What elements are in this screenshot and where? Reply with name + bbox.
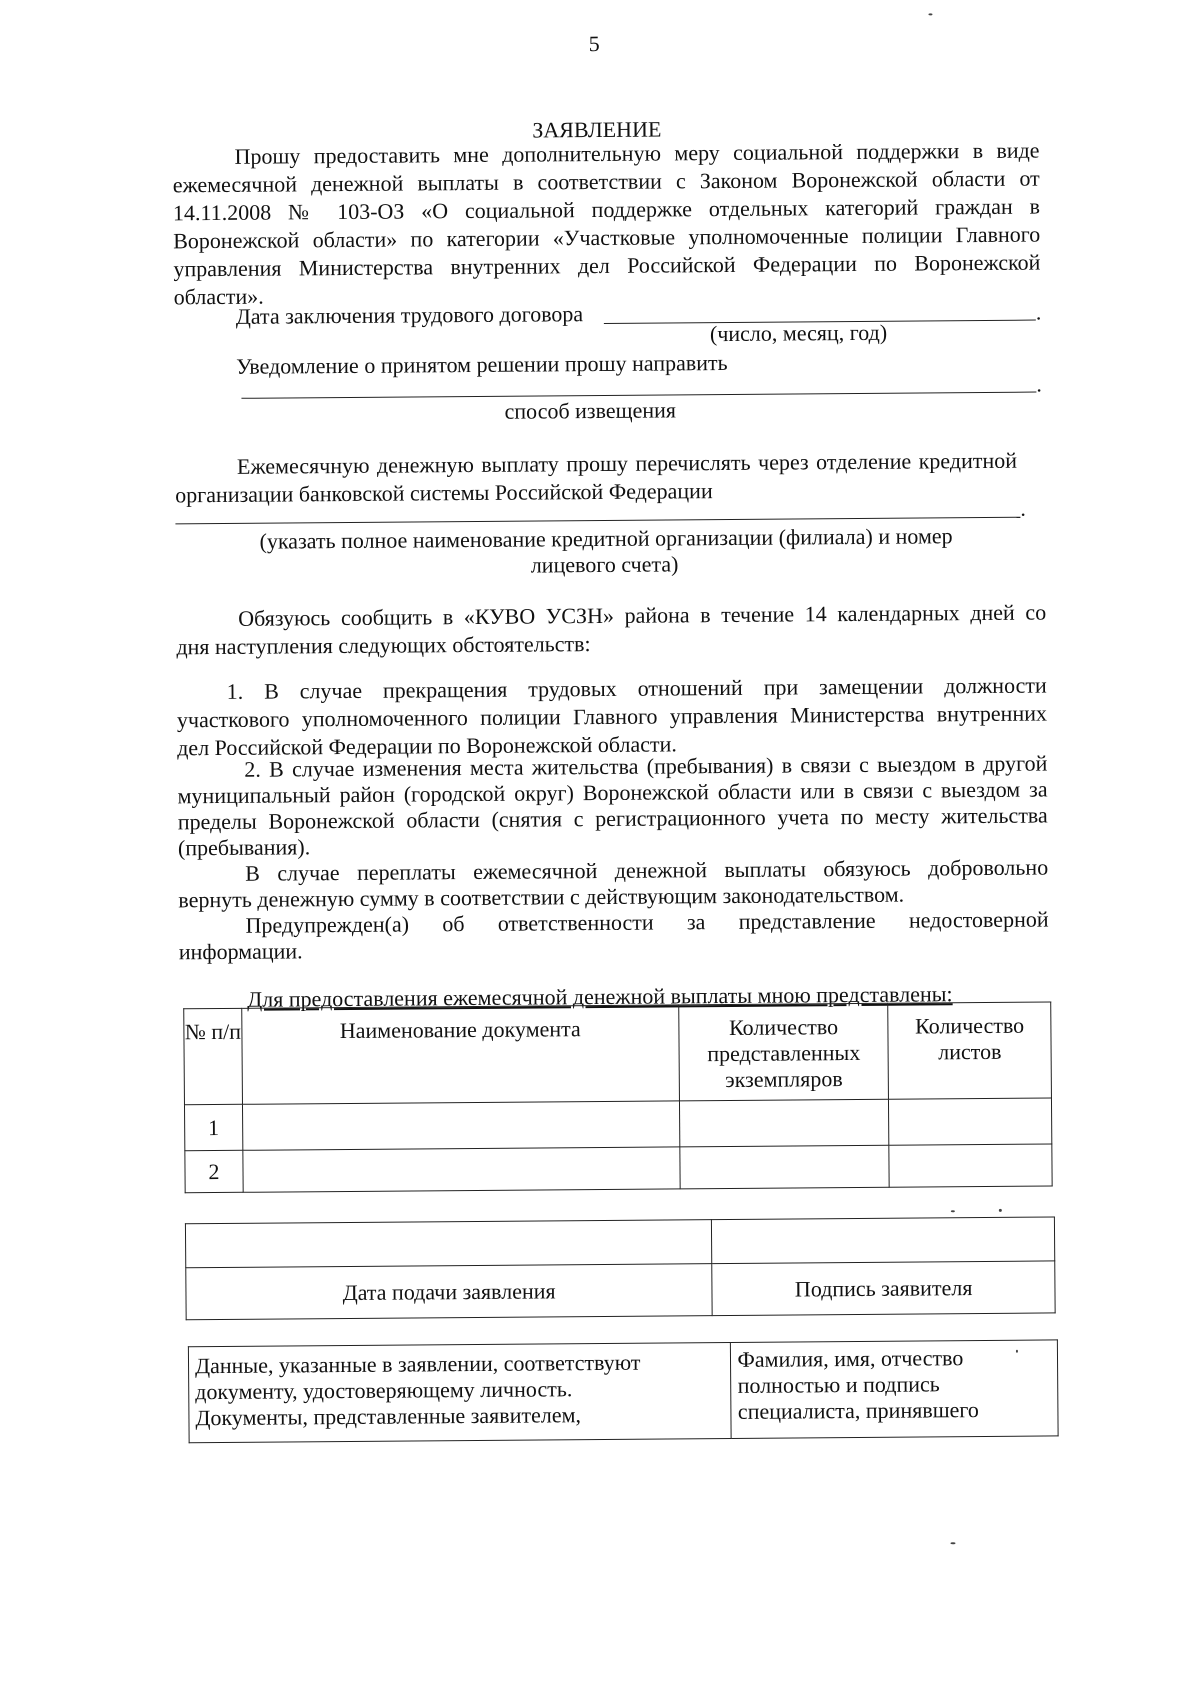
contract-date-label: Дата заключения трудового договора — [235, 301, 584, 329]
page-number: 5 — [588, 30, 600, 57]
verification-text-line: Фамилия, имя, отчество — [737, 1345, 964, 1372]
text-line: дня наступления следующих обстоятельств: — [176, 631, 591, 660]
documents-table — [183, 1001, 1052, 1193]
document-name-cell[interactable] — [242, 1101, 679, 1150]
verification-table — [188, 1339, 1059, 1443]
applicant-signature-label: Подпись заявителя — [712, 1261, 1055, 1316]
text-line: управления Министерства внутренних дел Российской Федерации по Воронежской — [173, 249, 1041, 282]
text-line: информации. — [178, 938, 303, 965]
header-copies: Количество представленных экземпляров — [679, 1003, 889, 1101]
text-line: области». — [173, 283, 264, 310]
docs-caption: Для предоставления ежемесячной денежной выплаты мною представлены: — [247, 981, 953, 1012]
scan-speck — [999, 1209, 1002, 1212]
period-mark: . — [1035, 299, 1042, 325]
signature-table — [185, 1216, 1056, 1320]
contract-date-hint: (число, месяц, год) — [709, 319, 888, 347]
period-mark: . — [1020, 495, 1026, 521]
table-row — [185, 1144, 1052, 1193]
text-line: В случае переплаты ежемесячной денежной выплаты обязуюсь добровольно — [245, 854, 1049, 886]
document-title: ЗАЯВЛЕНИЕ — [532, 116, 662, 143]
text-line: (пребывания). — [177, 834, 311, 861]
text-line: вернуть денежную сумму в соответствии с действующим законодательством. — [178, 881, 905, 913]
scan-speck — [1016, 1350, 1018, 1353]
sheets-cell[interactable] — [889, 1098, 1052, 1145]
scan-speck — [951, 1210, 955, 1212]
text-line: Обязуюсь сообщить в «КУВО УСЗН» района в течение 14 календарных дней со — [238, 599, 1047, 631]
application-date-label: Дата подачи заявления — [186, 1264, 713, 1320]
copies-cell[interactable] — [679, 1099, 889, 1147]
text-line: 2. В случае изменения места жительства (пребывания) в связи с выездом в другой — [244, 750, 1048, 782]
verification-text-line: полностью и подпись — [737, 1371, 940, 1398]
verification-text-line: специалиста, принявшего — [737, 1397, 979, 1424]
text-line: 14.11.2008 № 103-ОЗ «О социальной поддержке отдельных категорий граждан в — [172, 193, 1041, 226]
verification-text-line: документу, удостоверяющему личность. — [195, 1376, 573, 1405]
document-name-cell[interactable] — [243, 1147, 680, 1192]
bank-hint-line: лицевого счета) — [530, 551, 679, 578]
verification-text-line: Документы, представленные заявителем, — [195, 1402, 582, 1431]
verification-text-line: Данные, указанные в заявлении, соответствуют — [194, 1349, 641, 1379]
row-number: 2 — [185, 1150, 243, 1192]
text-line: участкового уполномоченного полиции Главного управления Министерства внутренних — [176, 700, 1048, 733]
text-line: Прошу предоставить мне дополнительную меру социальной поддержки в виде — [234, 137, 1040, 169]
application-date-field[interactable] — [185, 1220, 712, 1268]
header-document-name: Наименование документа — [242, 1005, 680, 1104]
text-line: ежемесячной денежной выплаты в соответствии с Законом Воронежской области от — [172, 165, 1040, 198]
sheets-cell[interactable] — [889, 1144, 1052, 1187]
period-mark: . — [1036, 371, 1042, 397]
verification-right-cell — [731, 1340, 1058, 1439]
notify-hint: способ извещения — [504, 397, 677, 424]
text-line: пределы Воронежской области (снятия с регистрационного учета по месту жительства — [177, 802, 1048, 835]
text-line: организации банковской системы Российской Федерации — [175, 478, 713, 508]
text-line: Воронежской области» по категории «Участковые уполномоченные полиции Главного — [173, 221, 1041, 254]
bank-hint-line: (указать полное наименование кредитной организации (филиала) и номер — [259, 523, 953, 554]
scan-speck — [950, 1542, 955, 1544]
text-line: 1. В случае прекращения трудовых отношений при замещении должности — [226, 672, 1047, 704]
verification-left-cell — [188, 1342, 731, 1442]
copies-cell[interactable] — [680, 1145, 890, 1189]
notify-label: Уведомление о принятом решении прошу направить — [236, 349, 728, 379]
text-line: дел Российской Федерации по Воронежской области. — [177, 731, 677, 761]
text-line: муниципальный район (городской округ) Воронежской области или в связи с выездом за — [177, 776, 1048, 809]
applicant-signature-field[interactable] — [712, 1217, 1055, 1264]
text-line: Предупрежден(а) об ответственности за представление недостоверной — [245, 906, 1049, 938]
scan-speck — [928, 13, 932, 15]
header-number: № п/п — [184, 1008, 243, 1104]
table-row — [184, 1098, 1051, 1151]
row-number: 1 — [184, 1104, 242, 1150]
table-header-row — [184, 1002, 1052, 1105]
header-sheets: Количество листов — [888, 1002, 1051, 1099]
text-line: Ежемесячную денежную выплату прошу перечислять через отделение кредитной — [236, 447, 1018, 479]
